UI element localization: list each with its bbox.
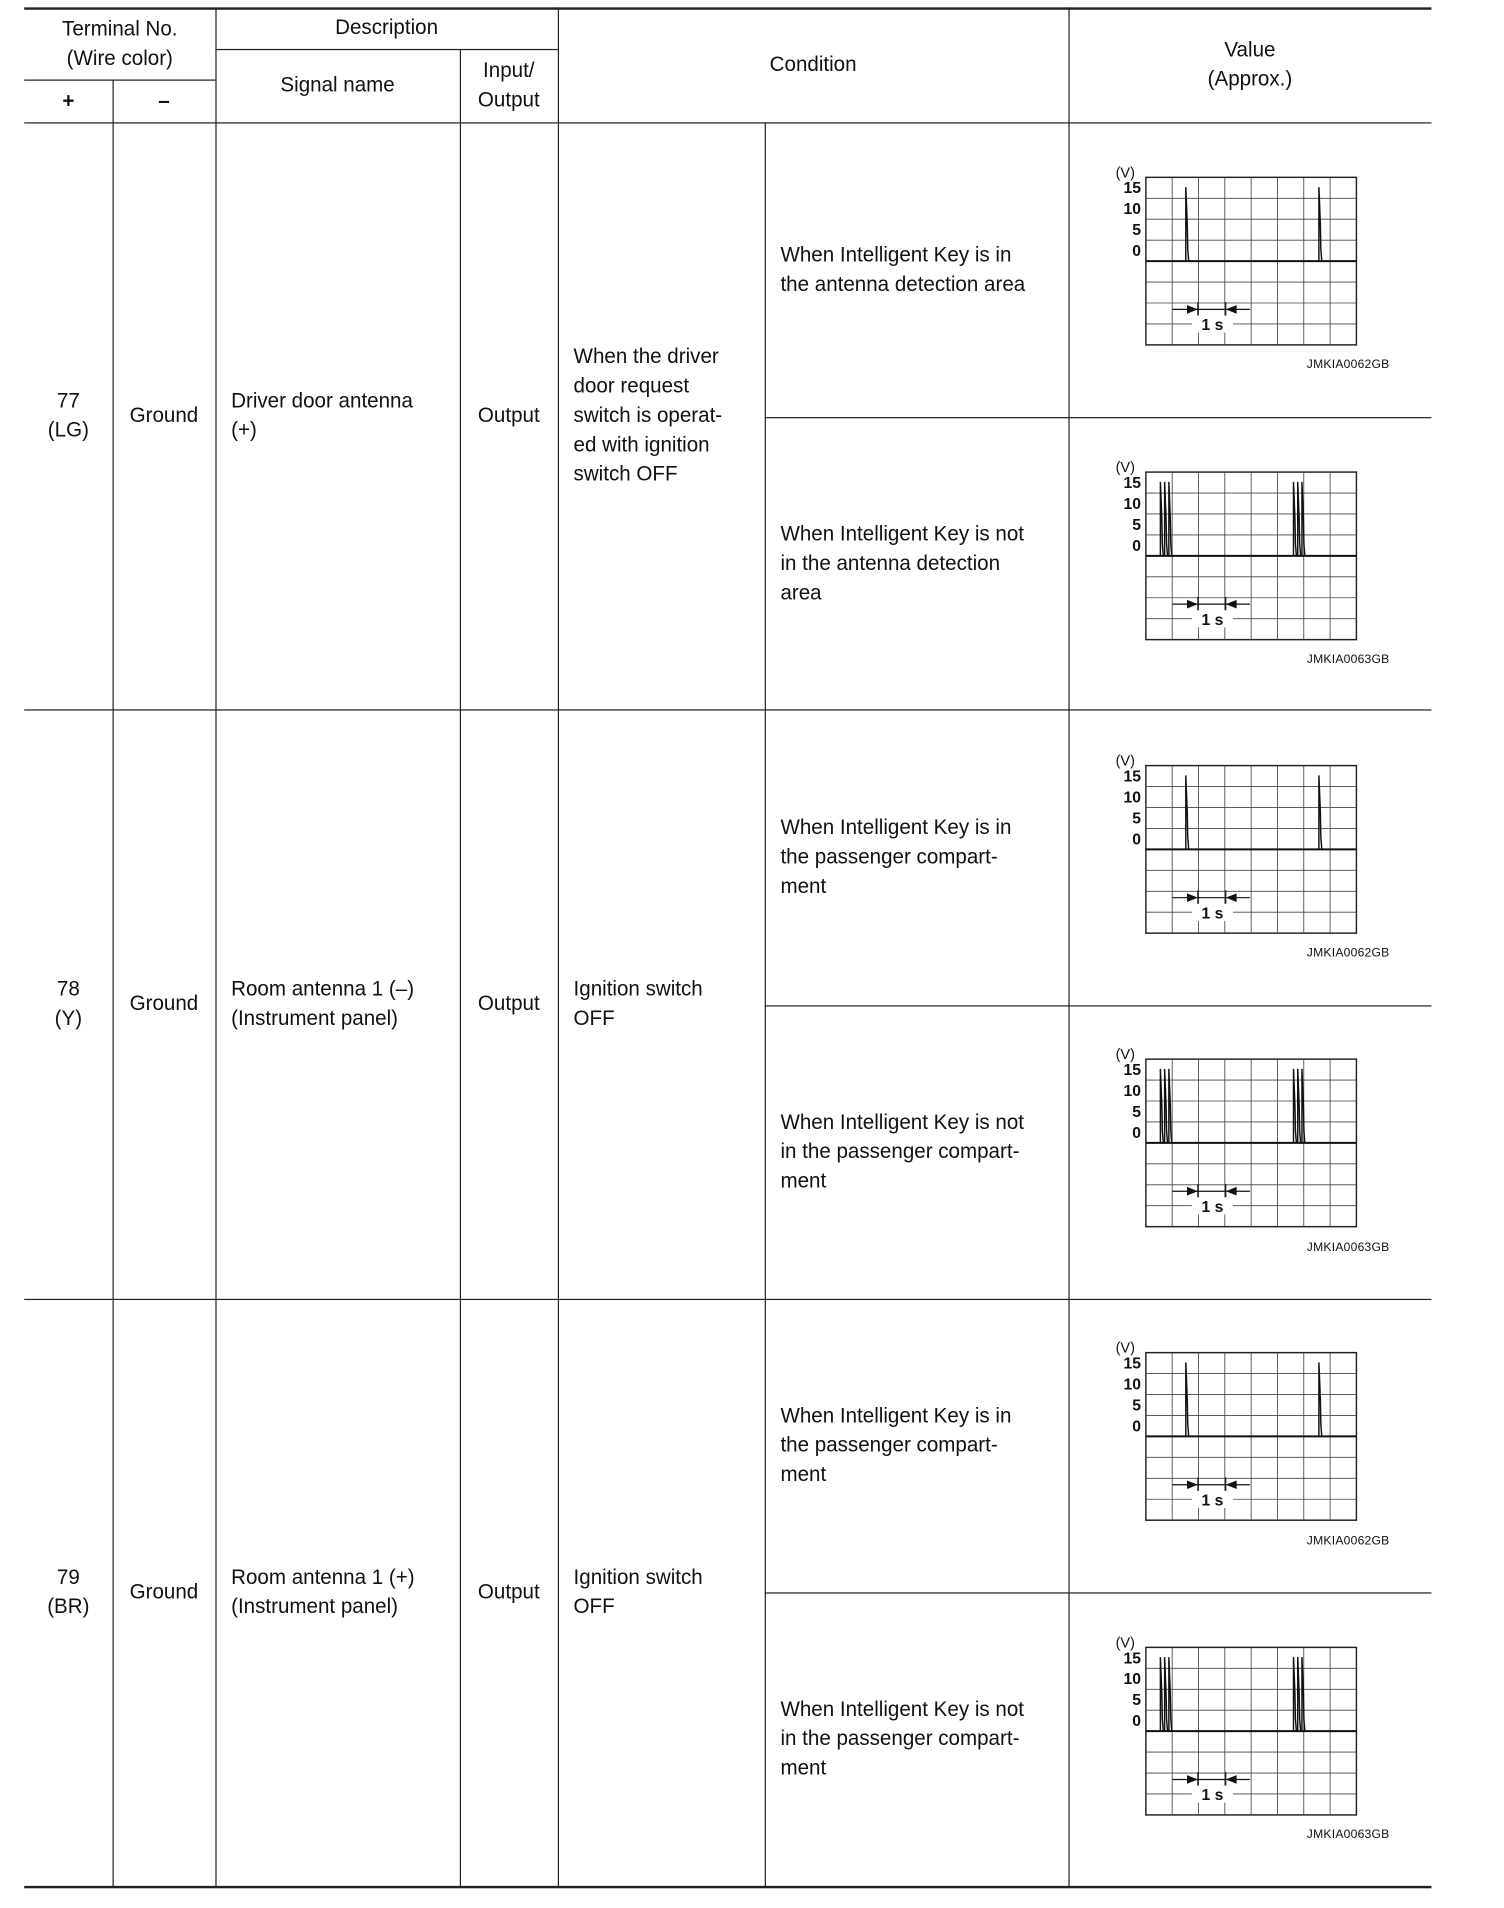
row78-io-text: Output <box>477 991 540 1016</box>
description-header-text: Description <box>335 15 439 40</box>
scope-tick-label: 5 <box>1132 810 1142 828</box>
scope-tick-label: 10 <box>1123 789 1142 807</box>
scope-tick-label: 15 <box>1123 1650 1142 1668</box>
row78-sub1-waveform <box>1099 752 1365 938</box>
scope-marker-arrow <box>1187 1775 1198 1784</box>
row78-sub1-condition-text: When Intelligent Key is in the passenger compart- ment <box>780 815 1012 898</box>
scope-marker-arrow <box>1226 305 1237 314</box>
row78-sub1-code: JMKIA0062GB <box>1306 946 1390 961</box>
scope-svg <box>1099 1046 1365 1232</box>
terminal-no-header <box>24 7 215 79</box>
scope-marker-arrow <box>1226 1187 1237 1196</box>
row77-sub1-condition <box>780 122 1068 417</box>
row78-sub2-waveform <box>1099 1046 1365 1232</box>
row79-sub2-code: JMKIA0063GB <box>1306 1828 1390 1842</box>
row77-signal <box>231 122 460 709</box>
scope-unit-label: (V) <box>1115 1047 1135 1064</box>
condition-header <box>558 7 1069 122</box>
scope-marker-arrow <box>1187 893 1198 902</box>
row79-sub1-code: JMKIA0062GB <box>1306 1534 1390 1549</box>
scope-tick-label: 10 <box>1123 495 1142 513</box>
row79-sub2-waveform <box>1099 1634 1365 1820</box>
scope-marker-arrow <box>1226 1480 1237 1489</box>
row79-io-text: Output <box>477 1580 540 1604</box>
minus-header <box>113 79 216 122</box>
row78-sub2-condition <box>780 1005 1068 1299</box>
scope-svg <box>1099 1339 1365 1525</box>
value-header-text: Value (Approx.) <box>1207 37 1293 91</box>
row79-terminal <box>24 1299 112 1886</box>
row77-ground <box>113 122 216 709</box>
scope-unit-label: (V) <box>1115 460 1135 477</box>
scope-tick-label: 0 <box>1132 1124 1142 1142</box>
row77-ground-text: Ground <box>129 403 199 427</box>
row79-sub1-condition-text: When Intelligent Key is in the passenger compart- ment <box>780 1404 1012 1486</box>
row77-sub2-code: JMKIA0063GB <box>1306 653 1390 667</box>
plus-header-text: + <box>62 88 75 112</box>
col-rule-condition-value <box>1068 7 1069 1887</box>
row78-condition <box>574 709 765 1298</box>
row77-condition <box>574 122 765 709</box>
scope-marker-arrow <box>1187 1187 1198 1196</box>
row79-signal-text: Room antenna 1 (+) (Instrument panel) <box>231 1565 415 1619</box>
row77-io-text: Output <box>477 403 540 427</box>
input-output-header <box>460 49 558 122</box>
row78-ground <box>113 709 216 1298</box>
row79-sub1-waveform <box>1099 1339 1365 1525</box>
scope-unit-label: (V) <box>1115 1635 1135 1652</box>
row78-signal-text: Room antenna 1 (–) (Instrument panel) <box>231 977 415 1030</box>
row79-sub2-condition-text: When Intelligent Key is not in the passenger compart- ment <box>780 1697 1025 1780</box>
scope-marker-arrow <box>1226 600 1237 609</box>
scope-tick-label: 5 <box>1132 516 1142 534</box>
scope-marker-arrow <box>1226 893 1237 902</box>
scope-svg <box>1099 1634 1365 1820</box>
terminal-no-header-text: Terminal No. (Wire color) <box>62 16 178 70</box>
row79-ground <box>113 1299 216 1886</box>
scope-time-label: 1 s <box>1201 1787 1224 1805</box>
scope-unit-label: (V) <box>1115 753 1135 770</box>
col-rule-condition-sub <box>765 122 766 1887</box>
row79-condition <box>574 1299 765 1886</box>
row79-sub1-condition <box>780 1299 1068 1593</box>
scope-marker-arrow <box>1187 1480 1198 1489</box>
col-rule-description-condition <box>558 7 559 1887</box>
scope-time-label: 1 s <box>1201 905 1224 923</box>
row77-sub1-waveform <box>1099 164 1365 350</box>
scope-svg <box>1099 459 1365 645</box>
scope-tick-label: 15 <box>1123 180 1142 198</box>
row79-condition-text: Ignition switch OFF <box>573 1565 703 1619</box>
scope-svg <box>1099 164 1365 350</box>
scope-tick-label: 10 <box>1123 1082 1142 1100</box>
row77-sub2-condition <box>780 417 1068 709</box>
row77-terminal-text: 77 (LG) <box>47 388 89 442</box>
scope-unit-label: (V) <box>1115 1340 1135 1357</box>
scope-tick-label: 5 <box>1132 1692 1142 1710</box>
scope-tick-label: 0 <box>1132 831 1142 849</box>
row78-condition-text: Ignition switch OFF <box>573 977 703 1030</box>
value-header <box>1068 7 1431 122</box>
scope-tick-label: 0 <box>1132 537 1142 555</box>
signal-name-header <box>215 49 459 122</box>
scope-time-label: 1 s <box>1201 1198 1224 1217</box>
scope-tick-label: 5 <box>1132 1103 1142 1121</box>
row77-sub2-condition-text: When Intelligent Key is not in the antenna detection area <box>780 521 1025 604</box>
scope-time-label: 1 s <box>1201 611 1224 629</box>
plus-header <box>24 79 112 122</box>
row78-terminal-text: 78 (Y) <box>54 977 83 1030</box>
scope-marker-arrow <box>1187 600 1198 609</box>
input-output-header-text: Input/ Output <box>477 58 540 112</box>
scope-marker-arrow <box>1226 1775 1237 1784</box>
row77-terminal <box>24 122 112 709</box>
minus-header-text: – <box>158 88 170 112</box>
scope-tick-label: 5 <box>1132 222 1142 240</box>
row78-sub2-condition-text: When Intelligent Key is not in the passenger compart- ment <box>780 1110 1025 1193</box>
signal-name-header-text: Signal name <box>280 73 395 97</box>
scope-tick-label: 10 <box>1123 1671 1142 1689</box>
row77-io <box>460 122 558 709</box>
row77-signal-text: Driver door antenna (+) <box>231 388 413 442</box>
scope-tick-label: 5 <box>1132 1397 1142 1415</box>
row78-terminal <box>24 709 112 1298</box>
row78-io <box>460 709 558 1298</box>
row79-io <box>460 1299 558 1886</box>
row79-terminal-text: 79 (BR) <box>47 1565 90 1619</box>
row78-sub2-code: JMKIA0063GB <box>1306 1241 1390 1255</box>
scope-unit-label: (V) <box>1115 165 1135 182</box>
row77-condition-text: When the driver door request switch is operat- ed with ignition switch OFF <box>573 344 723 486</box>
row79-ground-text: Ground <box>129 1580 199 1604</box>
row78-ground-text: Ground <box>129 991 199 1016</box>
row79-signal <box>231 1299 460 1886</box>
scope-time-label: 1 s <box>1201 1492 1224 1510</box>
scope-tick-label: 10 <box>1123 1376 1142 1394</box>
row77-sub1-code: JMKIA0062GB <box>1306 358 1390 372</box>
scope-tick-label: 15 <box>1123 1355 1142 1373</box>
scope-tick-label: 0 <box>1132 1418 1142 1436</box>
col-rule-terminal-description <box>215 7 216 1887</box>
scope-marker-arrow <box>1187 305 1198 314</box>
scope-tick-label: 15 <box>1123 474 1142 492</box>
row78-sub1-condition <box>780 709 1068 1005</box>
scope-tick-label: 0 <box>1132 242 1142 261</box>
row79-sub2-condition <box>780 1592 1068 1886</box>
scope-tick-label: 15 <box>1123 1061 1142 1080</box>
row77-sub2-waveform <box>1099 459 1365 645</box>
scope-tick-label: 10 <box>1123 201 1142 219</box>
row78-signal <box>231 709 460 1298</box>
row77-sub1-condition-text: When Intelligent Key is in the antenna detection area <box>780 242 1026 296</box>
description-header <box>215 7 557 49</box>
condition-header-text: Condition <box>769 52 857 76</box>
scope-svg <box>1099 752 1365 938</box>
table-bottom-border <box>24 1886 1431 1888</box>
scope-time-label: 1 s <box>1201 317 1224 335</box>
scope-tick-label: 15 <box>1123 768 1142 786</box>
scope-tick-label: 0 <box>1132 1713 1142 1731</box>
